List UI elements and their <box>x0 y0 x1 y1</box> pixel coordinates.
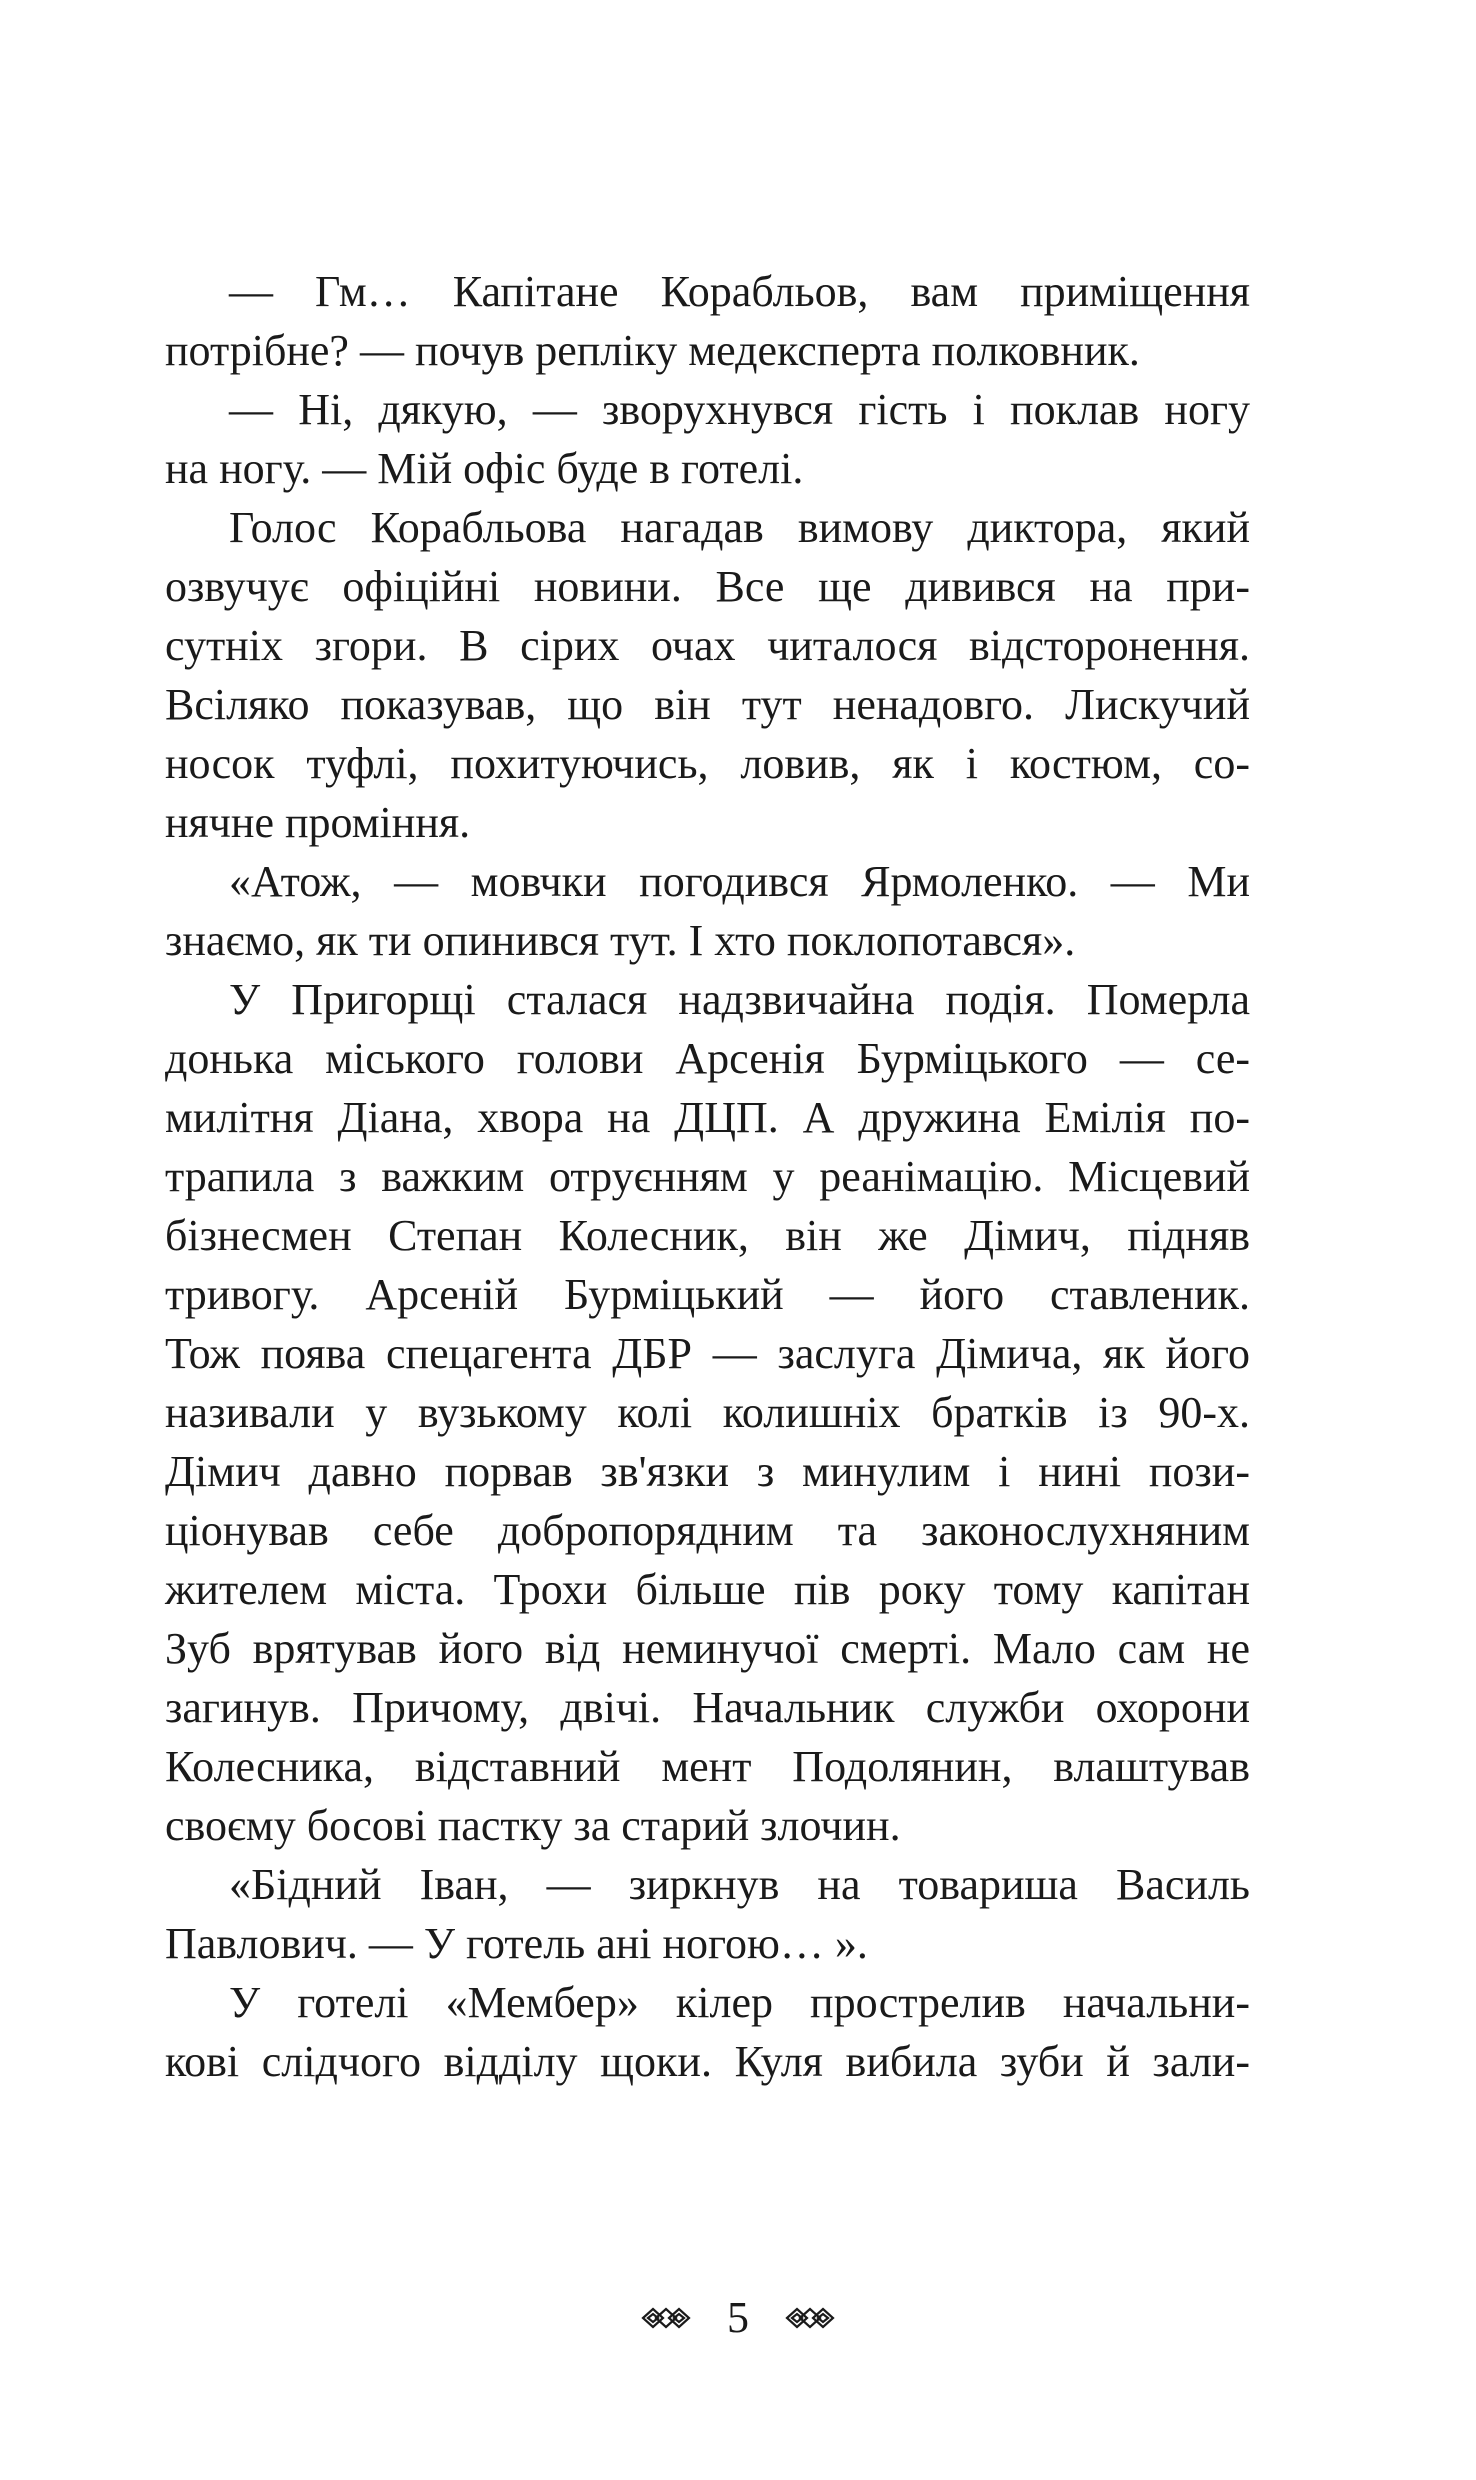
text-line: своєму босові пастку за старий злочин. <box>165 1801 901 1850</box>
text-line: Павлович. — У готель ані ногою… ». <box>165 1919 868 1968</box>
text-line: донька міського голови Арсенія Бурміцького — се- <box>165 1034 1250 1083</box>
text-line: ціонував себе добропорядним та законослухняним <box>165 1506 1250 1555</box>
double-diamond-ornament-left-icon <box>641 2306 693 2330</box>
paragraph-7 <box>165 1973 1250 2091</box>
text-line: «Бідний Іван, — зиркнув на товариша Василь <box>229 1860 1250 1909</box>
text-line: — Ні, дякую, — зворухнувся гість і поклав ногу <box>229 385 1250 434</box>
text-line: називали у вузькому колі колишніх братків із 90-х. <box>165 1388 1250 1437</box>
text-line: загинув. Причому, двічі. Начальник служби охорони <box>165 1683 1250 1732</box>
text-line: У готелі «Мембер» кілер прострелив начальни- <box>229 1978 1250 2027</box>
text-line: тривогу. Арсеній Бурміцький — його ставленик. <box>165 1270 1250 1319</box>
text-line: Всіляко показував, що він тут ненадовго. Лискучий <box>165 680 1250 729</box>
double-diamond-ornament-right-icon <box>783 2306 835 2330</box>
page-number: 5 <box>727 2293 749 2342</box>
paragraph-3 <box>165 498 1250 852</box>
page-footer <box>0 2288 1476 2348</box>
text-line: Зуб врятував його від неминучої смерті. Мало сам не <box>165 1624 1250 1673</box>
text-line: «Атож, — мовчки погодився Ярмоленко. — Ми <box>229 857 1250 906</box>
text-line: озвучує офіційні новини. Все ще дивився на при- <box>165 562 1250 611</box>
paragraph-4 <box>165 852 1250 970</box>
text-line: милітня Діана, хвора на ДЦП. А дружина Емілія по- <box>165 1093 1250 1142</box>
text-line: Дімич давно порвав зв'язки з минулим і нині пози- <box>165 1447 1250 1496</box>
paragraph-1 <box>165 262 1250 380</box>
text-line: нячне проміння. <box>165 798 471 847</box>
text-line: трапила з важким отруєнням у реанімацію. Місцевий <box>165 1152 1250 1201</box>
text-line: Колесника, відставний мент Подолянин, влаштував <box>165 1742 1250 1791</box>
text-line: сутніх згори. В сірих очах читалося відсторонення. <box>165 621 1250 670</box>
text-line: носок туфлі, похитуючись, ловив, як і костюм, со- <box>165 739 1250 788</box>
paragraph-2 <box>165 380 1250 498</box>
paragraph-5 <box>165 970 1250 1855</box>
text-line: У Пригорщі сталася надзвичайна подія. Померла <box>229 975 1250 1024</box>
text-line: Тож поява спецагента ДБР — заслуга Дімича, як його <box>165 1329 1250 1378</box>
text-line: Голос Корабльова нагадав вимову диктора, який <box>229 503 1250 552</box>
text-line: — Гм… Капітане Корабльов, вам приміщення <box>229 267 1250 316</box>
text-line: потрібне? — почув репліку медексперта полковник. <box>165 326 1140 375</box>
text-line: жителем міста. Трохи більше пів року тому капітан <box>165 1565 1250 1614</box>
text-line: знаємо, як ти опинився тут. І хто поклопотався». <box>165 916 1076 965</box>
text-line: бізнесмен Степан Колесник, він же Дімич, підняв <box>165 1211 1250 1260</box>
page-body <box>165 262 1250 2091</box>
paragraph-6 <box>165 1855 1250 1973</box>
text-line: на ногу. — Мій офіс буде в готелі. <box>165 444 804 493</box>
text-line: кові слідчого відділу щоки. Куля вибила зуби й зали- <box>165 2037 1250 2086</box>
